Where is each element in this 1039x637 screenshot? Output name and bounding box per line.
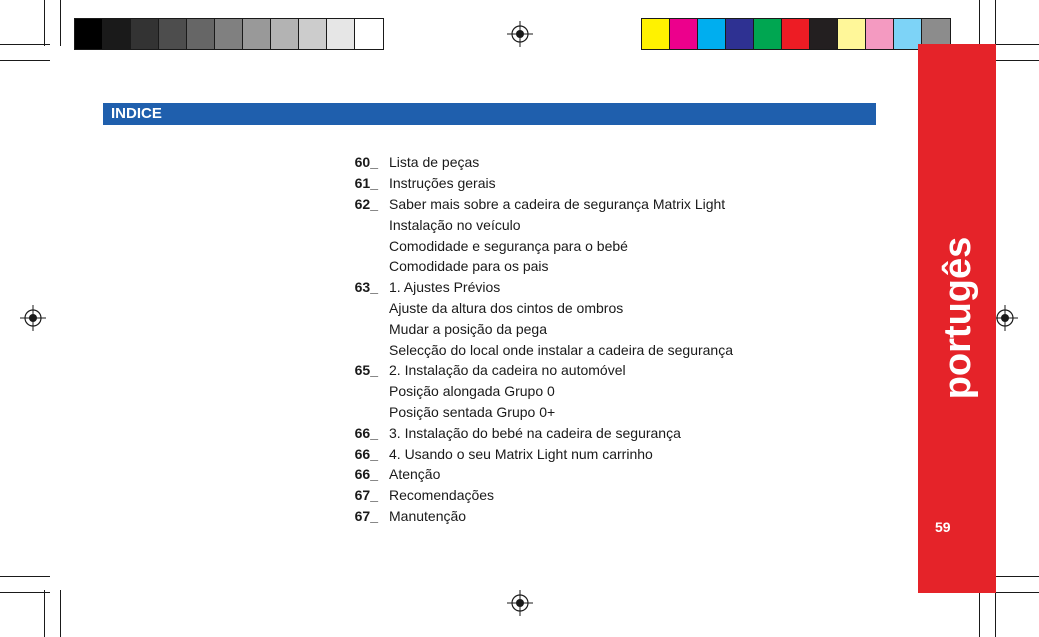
color-swatch <box>838 19 866 49</box>
color-swatch <box>159 19 187 49</box>
toc-entry-title: 2. Instalação da cadeira no automóvel <box>389 362 626 379</box>
color-swatch <box>327 19 355 49</box>
toc-entry <box>330 506 750 527</box>
toc-page-number: 66_ <box>354 445 378 462</box>
language-label: portugês <box>937 236 979 400</box>
color-swatch <box>355 19 383 49</box>
registration-mark-icon <box>507 590 533 616</box>
toc-entry-title: Selecção do local onde instalar a cadeira de segurança <box>389 341 734 358</box>
toc-entry <box>330 318 750 339</box>
toc-entry-title: Mudar a posição da pega <box>389 320 547 337</box>
crop-mark <box>979 0 980 46</box>
toc-page-number: 67_ <box>354 487 378 504</box>
crop-mark <box>995 590 996 637</box>
toc-entry <box>330 235 750 256</box>
toc-entry-title: Ajuste da altura dos cintos de ombros <box>389 299 624 316</box>
toc-page-number: 61_ <box>354 175 378 192</box>
crop-mark <box>995 0 996 46</box>
color-swatch <box>187 19 215 49</box>
toc-entry-title: Instalação no veículo <box>389 216 521 233</box>
color-swatch <box>131 19 159 49</box>
crop-mark <box>44 590 45 637</box>
toc-entry-title: Posição sentada Grupo 0+ <box>389 403 556 420</box>
color-swatch <box>670 19 698 49</box>
section-title-bar <box>103 103 876 125</box>
toc-entry <box>330 464 750 485</box>
color-swatch <box>810 19 838 49</box>
color-swatch <box>243 19 271 49</box>
toc-entry <box>330 152 750 173</box>
toc-entry-title: Comodidade para os pais <box>389 258 549 275</box>
color-swatch <box>866 19 894 49</box>
toc-entry-title: Comodidade e segurança para o bebé <box>389 237 628 254</box>
toc-entry <box>330 298 750 319</box>
toc-entry <box>330 256 750 277</box>
color-swatch <box>271 19 299 49</box>
table-of-contents <box>330 152 750 526</box>
toc-entry <box>330 214 750 235</box>
section-title: INDICE <box>111 105 162 122</box>
toc-page-number: 60_ <box>354 154 378 171</box>
color-swatch-strip <box>641 18 951 50</box>
registration-mark-icon <box>20 305 46 331</box>
toc-page-number: 62_ <box>354 195 378 212</box>
registration-mark-icon <box>507 21 533 47</box>
crop-mark <box>60 0 61 46</box>
color-swatch <box>215 19 243 49</box>
toc-page-number: 66_ <box>354 424 378 441</box>
toc-entry-title: Atenção <box>389 466 441 483</box>
toc-entry-title: 1. Ajustes Prévios <box>389 279 501 296</box>
crop-mark <box>44 0 45 46</box>
page-number: 59 <box>935 519 951 535</box>
toc-entry <box>330 402 750 423</box>
toc-entry <box>330 360 750 381</box>
toc-entry-title: 3. Instalação do bebé na cadeira de segurança <box>389 424 681 441</box>
crop-mark <box>0 576 50 577</box>
toc-entry-title: Instruções gerais <box>389 175 496 192</box>
color-swatch <box>642 19 670 49</box>
crop-mark <box>979 590 980 637</box>
color-swatch <box>726 19 754 49</box>
crop-mark <box>0 592 50 593</box>
toc-entry-title: Manutenção <box>389 507 467 524</box>
color-swatch <box>754 19 782 49</box>
toc-entry <box>330 339 750 360</box>
toc-page-number: 63_ <box>354 279 378 296</box>
toc-entry <box>330 443 750 464</box>
toc-entry <box>330 422 750 443</box>
toc-page-number: 65_ <box>354 362 378 379</box>
color-swatch <box>75 19 103 49</box>
toc-entry <box>330 194 750 215</box>
toc-entry <box>330 485 750 506</box>
toc-entry-title: Saber mais sobre a cadeira de segurança Matrix Light <box>389 195 726 212</box>
toc-entry-title: 4. Usando o seu Matrix Light num carrinho <box>389 445 653 462</box>
toc-entry <box>330 381 750 402</box>
crop-mark <box>0 44 50 45</box>
toc-entry <box>330 277 750 298</box>
color-swatch <box>782 19 810 49</box>
toc-page-number: 67_ <box>354 507 378 524</box>
color-swatch <box>103 19 131 49</box>
grayscale-swatch-strip <box>74 18 384 50</box>
color-swatch <box>698 19 726 49</box>
toc-entry-title: Lista de peças <box>389 154 480 171</box>
crop-mark <box>0 60 50 61</box>
toc-page-number: 66_ <box>354 466 378 483</box>
color-swatch <box>299 19 327 49</box>
toc-entry <box>330 173 750 194</box>
crop-mark <box>60 590 61 637</box>
toc-entry-title: Posição alongada Grupo 0 <box>389 383 555 400</box>
toc-entry-title: Recomendações <box>389 487 495 504</box>
